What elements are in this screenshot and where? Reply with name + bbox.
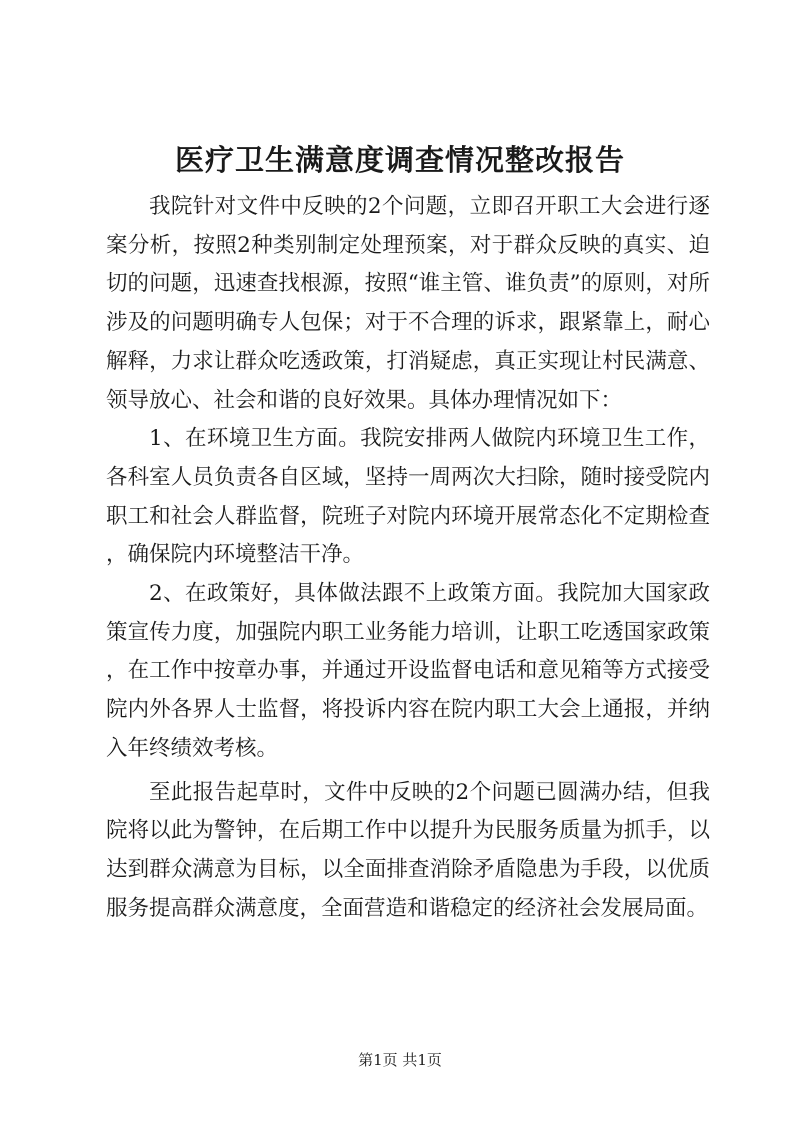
page-footer: 第1页 共1页 [358,1051,442,1069]
paragraph-item-1: 1、在环境卫生方面。我院安排两人做院内环境卫生工作，各科室人员负责各自区域，坚持一周两次大扫除，随时接受院内职工和社会人群监督，院班子对院内环境开展常态化不定期检查，确保院内环境整洁干净。 [106,426,710,568]
paragraph-intro: 我院针对文件中反映的2个问题，立即召开职工大会进行逐案分析，按照2种类别制定处理预案，对于群众反映的真实、迫切的问题，迅速查找根源，按照“谁主管、谁负责”的原则，对所涉及的问题明确专人包保；对于不合理的诉求，跟紧靠上，耐心解释，力求让群众吃透政策，打消疑虑，真正实现让村民满意、领导放心、社会和谐的良好效果。具体办理情况如下： [106,194,710,413]
document-body [106,188,710,928]
paragraph-item-2: 2、在政策好，具体做法跟不上政策方面。我院加大国家政策宣传力度，加强院内职工业务能力培训，让职工吃透国家政策，在工作中按章办事，并通过开设监督电话和意见箱等方式接受院内外各界人士监督，将投诉内容在院内职工大会上通报，并纳入年终绩效考核。 [106,581,710,761]
paragraph-conclusion: 至此报告起草时，文件中反映的2个问题已圆满办结，但我院将以此为警钟，在后期工作中以提升为民服务质量为抓手，以达到群众满意为目标，以全面排查消除矛盾隐患为手段，以优质服务提高群众满意度，全面营造和谐稳定的经济社会发展局面。 [106,779,710,921]
document-title: 医疗卫生满意度调查情况整改报告 [174,143,625,177]
